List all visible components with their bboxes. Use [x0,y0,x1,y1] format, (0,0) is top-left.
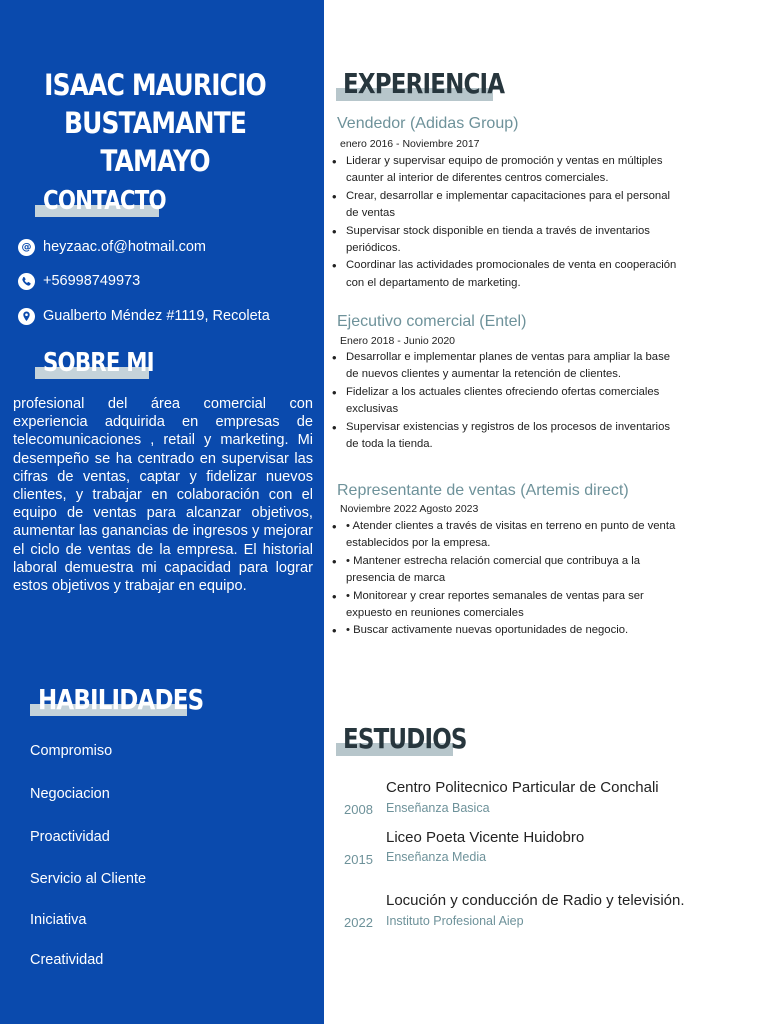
list-item: • Supervisar stock disponible en tienda a través de inventarios periódicos. [330,223,685,258]
list-item: • • Buscar activamente nuevas oportunidades de negocio. [330,622,685,639]
job-title: Representante de ventas (Artemis direct) [337,482,629,499]
contact-address [18,306,270,326]
job-bullets [330,153,685,292]
job-date: Noviembre 2022 Agosto 2023 [340,503,479,515]
skill-item: Compromiso [30,743,113,759]
list-item: • • Mantener estrecha relación comercial que contribuya a la presencia de marca [330,553,685,588]
education-level: Enseñanza Media [386,850,487,864]
education-year: 2008 [344,802,373,817]
at-icon: @ [18,239,35,256]
list-item: • Coordinar las actividades promocionales de venta en cooperación con el departamento de marketing. [330,257,685,292]
job-bullets [330,518,685,640]
education-school: Liceo Poeta Vicente Huidobro [386,829,585,846]
education-level: Enseñanza Basica [386,801,490,815]
skills-heading: HABILIDADES [30,680,187,716]
job-title: Ejecutivo comercial (Entel) [337,313,527,330]
education-year: 2022 [344,915,373,930]
skill-item: Proactividad [30,829,110,845]
skill-item: Servicio al Cliente [30,871,147,887]
skill-item: Creatividad [30,952,104,968]
list-item: • Crear, desarrollar e implementar capacitaciones para el personal de ventas [330,188,685,223]
name-line-1: ISAAC MAURICIO [44,68,266,102]
list-item: • Liderar y supervisar equipo de promoción y ventas en múltiples caunter al interior de diferentes centros comerciales. [330,153,685,188]
job-title: Vendedor (Adidas Group) [337,115,519,132]
education-school: Centro Politecnico Particular de Conchali [386,779,659,796]
skill-item: Iniciativa [30,912,87,928]
address-text: Gualberto Méndez #1119, Recoleta [43,308,270,324]
education-heading: ESTUDIOS [336,720,453,756]
job-bullets [330,349,685,453]
list-item: • • Atender clientes a través de visitas en terreno en punto de venta establecidos por la empresa. [330,518,685,553]
location-pin-icon [18,308,35,325]
education-level: Instituto Profesional Aiep [386,914,524,928]
email-text: heyzaac.of@hotmail.com [43,239,207,255]
list-item: • • Monitorear y crear reportes semanales de ventas para ser expuesto en reuniones comerciales [330,588,685,623]
phone-icon [18,273,35,290]
about-text: profesional del área comercial con experiencia adquirida en empresas de telecomunicaciones , retail y marketing. Mi desempeño se ha centrado en supervisar las cifras de ventas, captar y fidelizar nuevos clientes, y trabajar en colaboración con el equipo de ventas para alcanzar objetivos, aumentar las ganancias de ingresos y mejorar el ciclo de ventas de la empresa. El historial laboral demuestra mi capacidad para lograr estos objetivos y trabajar en equipo. [13,396,313,595]
experience-heading: EXPERIENCIA [336,65,493,101]
education-year: 2015 [344,852,373,867]
contact-heading: CONTACTO [35,185,159,217]
list-item: • Desarrollar e implementar planes de ventas para ampliar la base de nuevos clientes y aumentar la retención de clientes. [330,349,685,384]
name-line-2: BUSTAMANTE TAMAYO [63,106,247,178]
skill-item: Negociacion [30,786,110,802]
contact-phone[interactable] [18,271,140,291]
list-item: • Supervisar existencias y registros de los procesos de inventarios de toda la tienda. [330,419,685,454]
job-date: enero 2016 - Noviembre 2017 [340,138,480,150]
phone-text: +56998749973 [43,273,141,289]
education-school: Locución y conducción de Radio y televisión. [386,892,685,909]
about-heading: SOBRE MI [35,347,149,379]
list-item: • Fidelizar a los actuales clientes ofreciendo ofertas comerciales exclusivas [330,384,685,419]
job-date: Enero 2018 - Junio 2020 [340,335,456,347]
contact-email[interactable] [18,237,206,257]
candidate-name [22,66,289,180]
